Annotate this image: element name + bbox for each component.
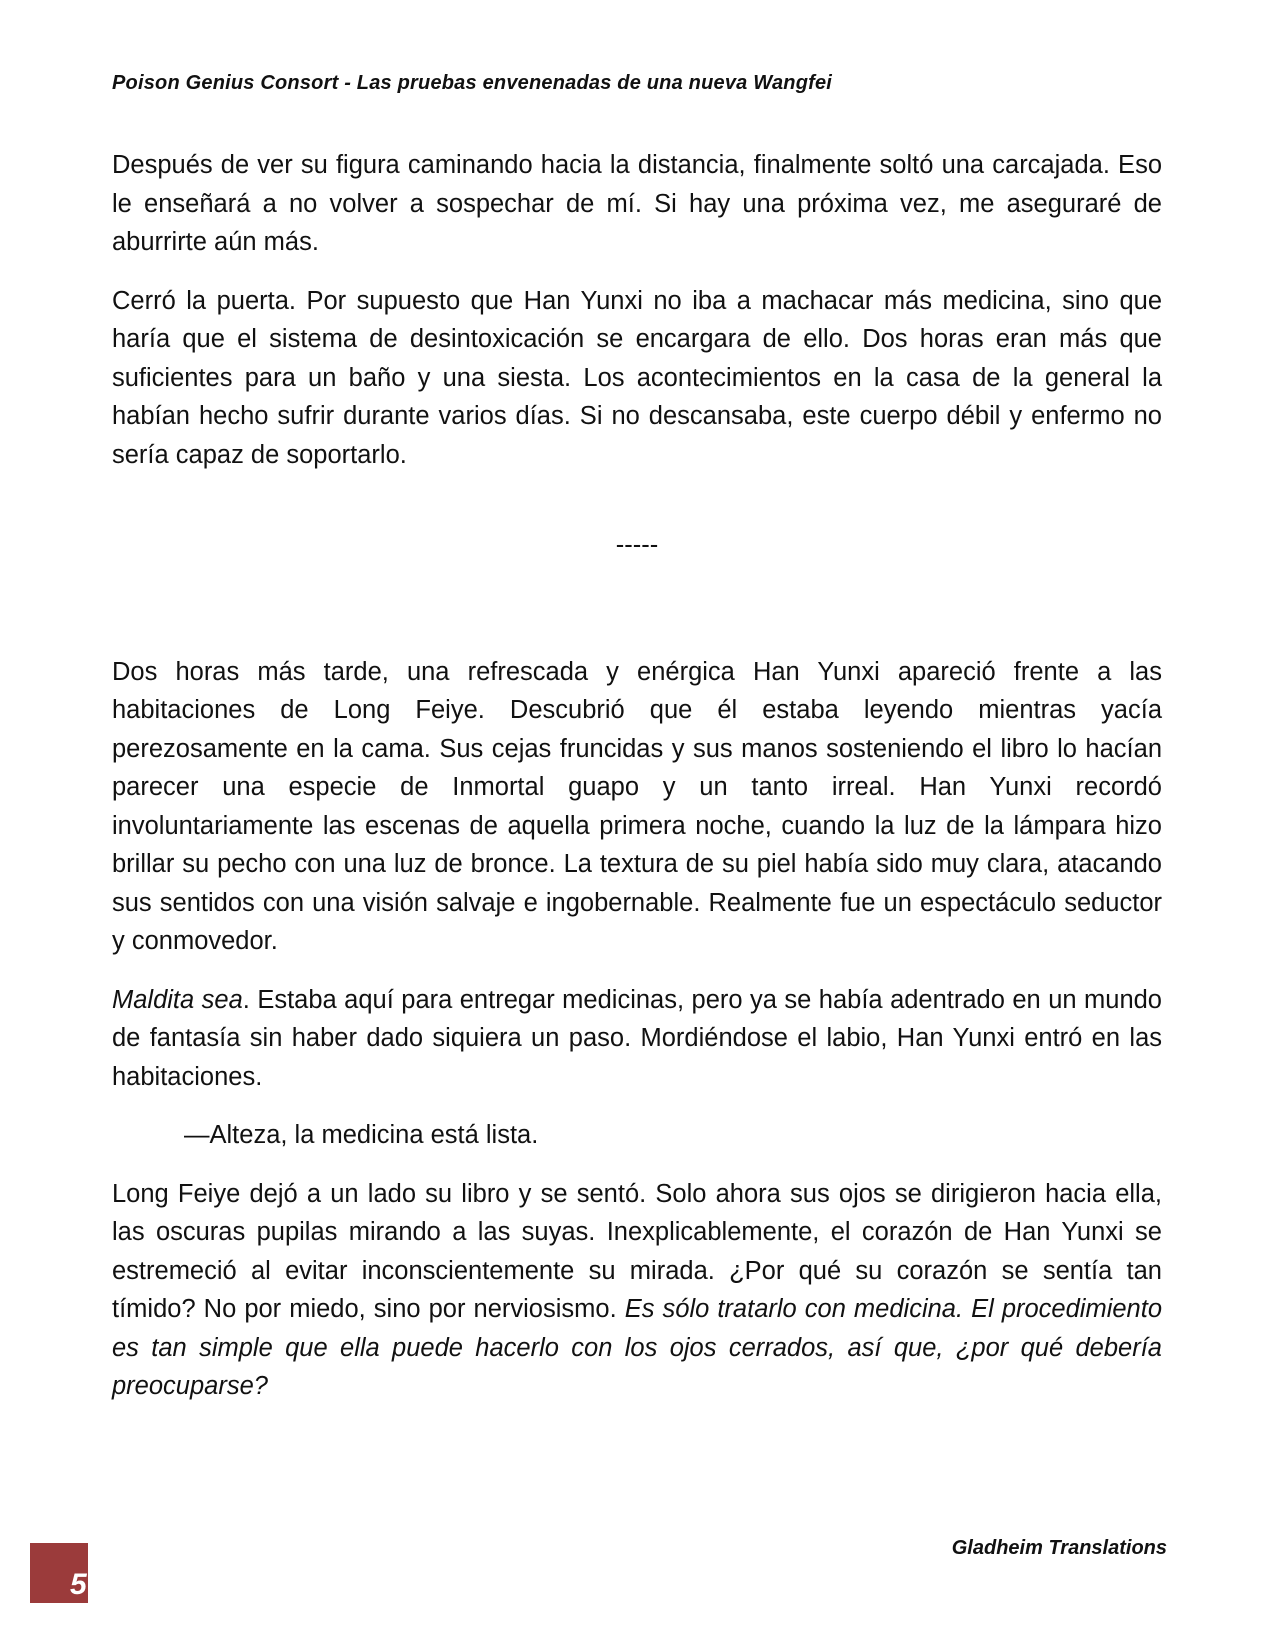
paragraph-4-italic: Maldita sea bbox=[112, 985, 243, 1014]
paragraph-5-italic: Es sólo tratarlo con medicina. El procedimiento es tan simple que ella puede hacerlo con los ojos cerrados, así que, ¿por qué debería preocuparse? bbox=[112, 1295, 1162, 1400]
paragraph-3: Dos horas más tarde, una refrescada y enérgica Han Yunxi apareció frente a las habitaciones de Long Feiye. Descubrió que él estaba leyendo mientras yacía perezosamente en la cama. Sus cejas fruncidas y sus manos sosteniendo el libro lo hacían parecer una especie de Inmortal guapo y un tanto irreal. Han Yunxi recordó involuntariamente las escenas de aquella primera noche, cuando la luz de la lámpara hizo brillar su pecho con una luz de bronce. La textura de su piel había sido muy clara, atacando sus sentidos con una visión salvaje e ingobernable. Realmente fue un espectáculo seductor y conmovedor. bbox=[112, 657, 1162, 955]
page-number: 5 bbox=[70, 1568, 87, 1601]
document-header: Poison Genius Consort - Las pruebas envenenadas de una nueva Wangfei bbox=[112, 72, 833, 94]
footer-brand: Gladheim Translations bbox=[951, 1537, 1167, 1559]
section-separator: ----- bbox=[615, 531, 659, 559]
paragraph-4-text: . Estaba aquí para entregar medicinas, pero ya se había adentrado en un mundo de fantasía sin haber dado siquiera un paso. Mordiéndose el labio, Han Yunxi entró en las habitaciones. bbox=[112, 985, 1162, 1091]
document-body bbox=[112, 146, 1162, 1426]
paragraph-5 bbox=[112, 1175, 1162, 1406]
page-number-underline bbox=[30, 1603, 88, 1605]
paragraph-1: Después de ver su figura caminando hacia la distancia, finalmente soltó una carcajada. Eso le enseñará a no volver a sospechar de mí. Si hay una próxima vez, me aseguraré de aburrirte aún más. bbox=[112, 151, 1162, 256]
paragraph-2: Cerró la puerta. Por supuesto que Han Yunxi no iba a machacar más medicina, sino que haría que el sistema de desintoxicación se encargara de ello. Dos horas eran más que suficientes para un baño y una siesta. Los acontecimientos en la casa de la general la habían hecho sufrir durante varios días. Si no descansaba, este cuerpo débil y enfermo no sería capaz de soportarlo. bbox=[112, 286, 1162, 469]
paragraph-5-text: Long Feiye dejó a un lado su libro y se sentó. Solo ahora sus ojos se dirigieron hacia ella, las oscuras pupilas mirando a las suyas. Inexplicablemente, el corazón de Han Yunxi se estremeció al evitar inconscientemente su mirada. ¿Por qué su corazón se sentía tan tímido? No por miedo, sino por nerviosismo. bbox=[112, 1179, 1162, 1323]
dialogue-line: —Alteza, la medicina está lista. bbox=[184, 1121, 539, 1149]
paragraph-4 bbox=[112, 981, 1162, 1097]
